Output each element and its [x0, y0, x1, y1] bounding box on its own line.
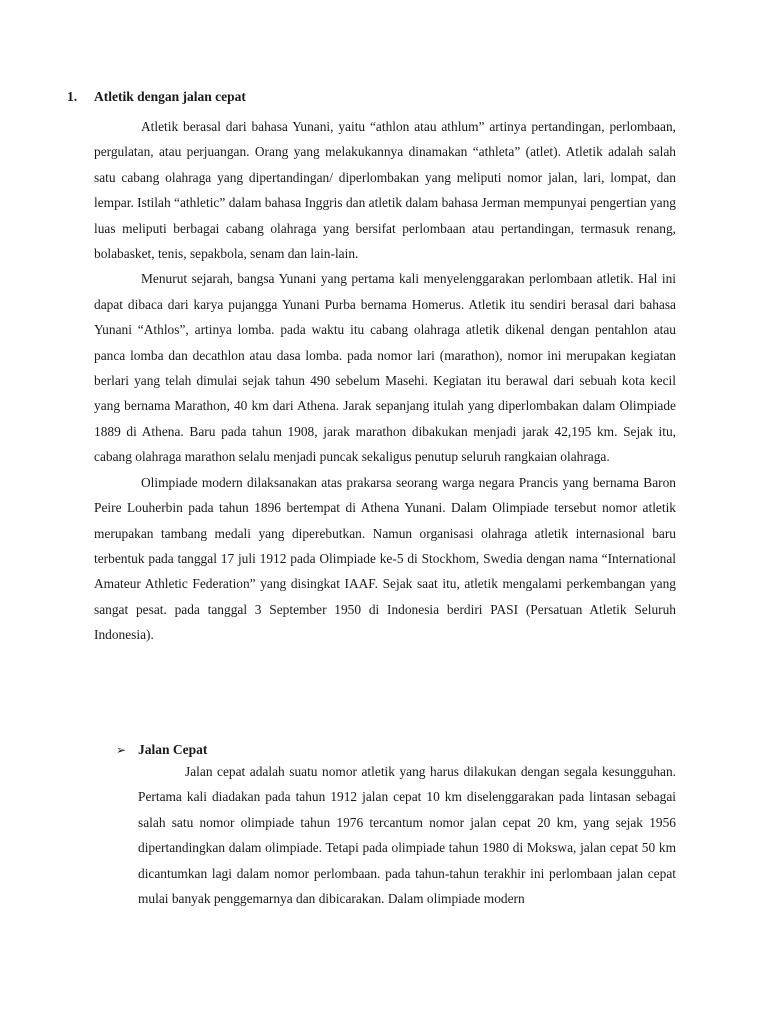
arrow-bullet-icon: ➢ — [116, 743, 127, 757]
paragraph-3: Olimpiade modern dilaksanakan atas prakarsa seorang warga negara Prancis yang bernama Baron Peire Louherbin pada tahun 1896 bertempat di Athena Yunani. Dalam Olimpiade tersebut nomor atletik merupakan tambang medali yang diperebutkan. Namun organisasi olahraga atletik internasional baru terbentuk pada tanggal 17 juli 1912 pada Olimpiade ke-5 di Stockhom, Swedia dengan nama “International Amateur Athletic Federation” yang disingkat IAAF. Sejak saat itu, atletik mengalami perkembangan yang sangat pesat. pada tanggal 3 September 1950 di Indonesia berdiri PASI (Persatuan Atletik Seluruh Indonesia). — [94, 474, 676, 643]
subsection-paragraph: Jalan cepat adalah suatu nomor atletik yang harus dilakukan dengan segala kesungguhan. Pertama kali diadakan pada tahun 1912 jalan cepat 10 km diselenggarakan pada lintasan sebagai salah satu nomor olimpiade tahun 1976 tercantum nomor jalan cepat 20 km, yang sejak 1956 dipertandingkan dalam olimpiade. Tetapi pada olimpiade tahun 1980 di Mokswa, jalan cepat 50 km dicantumkan lagi dalam nomor perlombaan. pada tahun-tahun terakhir ini perlombaan jalan cepat mulai banyak penggemarnya dan dibicarakan. Dalam olimpiade modern — [138, 764, 676, 907]
section-heading — [67, 88, 246, 106]
paragraph-1: Atletik berasal dari bahasa Yunani, yaitu “athlon atau athlum” artinya pertandingan, perlombaan, pergulatan, atau perjuangan. Orang yang melakukannya dinamakan “athleta” (atlet). Atletik adalah salah satu cabang olahraga yang dipertandingan/ diperlombakan yang meliputi nomor jalan, lari, lompat, dan lempar. Istilah “athletic” dalam bahasa Inggris dan atletik dalam bahasa Jerman mempunyai pengertian yang luas meliputi berbagai cabang olahraga yang bersifat perlombaan atau pertandingan, termasuk renang, bolabasket, tenis, sepakbola, senam dan lain-lain. — [94, 119, 676, 262]
section-title: Atletik dengan jalan cepat — [94, 89, 246, 104]
section-number: 1. — [67, 89, 78, 104]
subsection-body — [138, 759, 676, 911]
subsection-title: Jalan Cepat — [138, 742, 208, 757]
section-body — [94, 114, 676, 648]
subsection-heading — [116, 741, 207, 759]
paragraph-2: Menurut sejarah, bangsa Yunani yang pertama kali menyelenggarakan perlombaan atletik. Hal ini dapat dibaca dari karya pujangga Yunani Purba bernama Homerus. Atletik itu sendiri berasal dari bahasa Yunani “Athlos”, artinya lomba. pada waktu itu cabang olahraga atletik dikenal dengan pentahlon atau panca lomba dan decathlon atau dasa lomba. pada nomor lari (marathon), nomor ini merupakan kegiatan berlari yang telah dimulai sejak tahun 490 sebelum Masehi. Kegiatan itu berawal dari sebuah kota kecil yang bernama Marathon, 40 km dari Athena. Jarak sepanjang itulah yang diperlombakan dalam Olimpiade 1889 di Athena. Baru pada tahun 1908, jarak marathon dibakukan menjadi jarak 42,195 km. Sejak itu, cabang olahraga marathon selalu menjadi puncak sekaligus penutup seluruh rangkaian olahraga. — [94, 271, 676, 465]
